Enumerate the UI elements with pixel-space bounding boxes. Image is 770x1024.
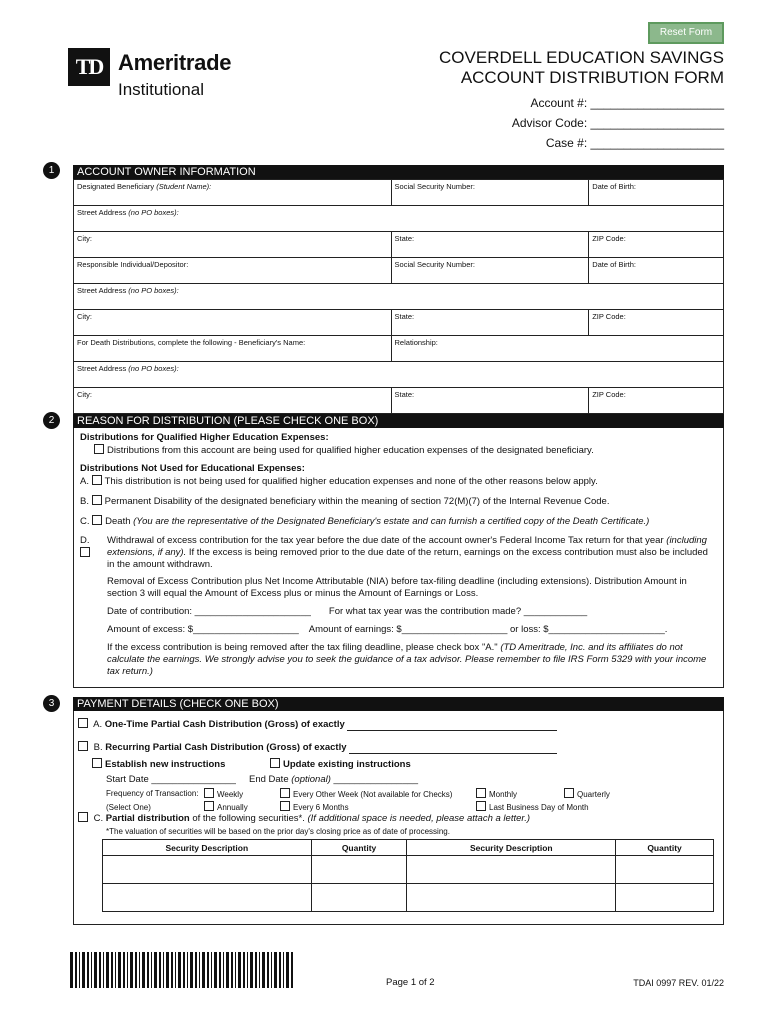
form-code: TDAI 0997 REV. 01/22	[633, 978, 724, 988]
payment-c-bold: Partial distribution	[105, 813, 190, 824]
annually-text: Annually	[217, 803, 248, 812]
section-3-header: PAYMENT DETAILS (CHECK ONE BOX)	[73, 697, 724, 711]
every-other-week-text: Every Other Week (Not available for Checks)	[293, 790, 453, 799]
depositor-state-field[interactable]: State:	[391, 310, 589, 336]
start-date-field[interactable]: Start Date ________________	[106, 774, 236, 785]
removal-text: Removal of Excess Contribution plus Net Income Attributable (NIA) before tax-filing deadline (including extensions). Distribution Amount in section 3 will equal the Amount of Excess plus or minus the Amount of Earnings or Loss.	[107, 576, 687, 599]
section-3-number: 3	[43, 695, 60, 712]
col-security-description-2: Security Description	[407, 840, 616, 856]
end-date-blank: ________________	[333, 774, 419, 785]
beneficiary-name-field[interactable]: Designated Beneficiary (Student Name):	[74, 180, 392, 206]
option-d-earnings: If the excess is being removed prior to the due date of the return, earnings on the excess contribution must also be included in the amount withdrawn.	[107, 547, 708, 570]
option-a-text: This distribution is not being used for qualified higher education expenses and none of the other reasons below apply.	[104, 476, 598, 487]
frequency-select-label: (Select One)	[106, 803, 151, 812]
freq-every-other-week	[280, 788, 452, 801]
security-desc-cell[interactable]	[103, 884, 312, 912]
depositor-ssn-field[interactable]: Social Security Number:	[391, 258, 589, 284]
quarterly-checkbox[interactable]	[564, 788, 574, 798]
last-business-day-checkbox[interactable]	[476, 801, 486, 811]
beneficiary-ssn-field[interactable]: Social Security Number:	[391, 180, 589, 206]
security-qty-cell[interactable]	[311, 856, 407, 884]
account-number-field[interactable]: Account #: ____________________	[530, 96, 724, 110]
case-number-field[interactable]: Case #: ____________________	[545, 136, 724, 150]
payment-b-amount-field[interactable]	[349, 744, 557, 754]
payment-c-text: of the following securities*.	[192, 813, 305, 824]
depositor-zip-field[interactable]: ZIP Code:	[589, 310, 724, 336]
option-b-checkbox[interactable]	[92, 495, 102, 505]
beneficiary-city-field[interactable]: City:	[74, 232, 392, 258]
title-line1: COVERDELL EDUCATION SAVINGS	[439, 48, 724, 67]
amount-earnings-field[interactable]: Amount of earnings: $____________________ or loss: $______________________.	[308, 624, 668, 635]
death-state-field[interactable]: State:	[391, 388, 589, 414]
freq-quarterly	[564, 788, 610, 801]
beneficiary-dob-field[interactable]: Date of Birth:	[589, 180, 724, 206]
quarterly-text: Quarterly	[577, 790, 610, 799]
advisor-code-field[interactable]: Advisor Code: ____________________	[511, 116, 724, 130]
every-other-week-checkbox[interactable]	[280, 788, 290, 798]
beneficiary-state-field[interactable]: State:	[391, 232, 589, 258]
payment-b-text: Recurring Partial Cash Distribution (Gross) of exactly	[105, 742, 347, 753]
option-a: A. This distribution is not being used for qualified higher education expenses and none of the other reasons below apply.	[80, 476, 598, 487]
last-business-day-text: Last Business Day of Month	[489, 803, 589, 812]
option-c-text: Death	[105, 516, 131, 527]
end-date-label: End Date	[249, 774, 289, 785]
payment-a-amount-field[interactable]	[347, 721, 557, 731]
payment-option-b	[78, 741, 557, 754]
qualified-option	[94, 444, 717, 457]
security-qty-cell[interactable]	[311, 884, 407, 912]
establish-checkbox[interactable]	[92, 758, 102, 768]
payment-c-letter: C.	[93, 813, 104, 824]
death-street-field[interactable]: Street Address (no PO boxes):	[74, 362, 724, 388]
establish-option	[92, 758, 225, 771]
page-number: Page 1 of 2	[386, 977, 435, 988]
section-1-number: 1	[43, 162, 60, 179]
payment-a-text: One-Time Partial Cash Distribution (Gross) of exactly	[104, 719, 345, 730]
barcode	[70, 952, 295, 988]
update-option	[270, 758, 411, 771]
section-2-header: REASON FOR DISTRIBUTION (PLEASE CHECK ONE BOX)	[73, 414, 724, 428]
security-qty-cell[interactable]	[616, 884, 714, 912]
freq-weekly	[204, 788, 243, 801]
col-security-description-1: Security Description	[103, 840, 312, 856]
end-date-optional: (optional)	[291, 774, 331, 785]
security-desc-cell[interactable]	[407, 884, 616, 912]
update-checkbox[interactable]	[270, 758, 280, 768]
end-date-field[interactable]	[249, 774, 418, 786]
logo-name: Ameritrade	[118, 50, 232, 75]
depositor-dob-field[interactable]: Date of Birth:	[589, 258, 724, 284]
section-2-number: 2	[43, 412, 60, 429]
every-6-months-text: Every 6 Months	[293, 803, 349, 812]
payment-c-checkbox[interactable]	[78, 812, 88, 822]
option-d-checkbox[interactable]	[80, 547, 90, 557]
securities-table	[102, 839, 714, 912]
option-c-note: (You are the representative of the Designated Beneficiary's estate and can furnish a certified copy of the Death Certificate.)	[133, 516, 650, 527]
reset-form-button[interactable]: Reset Form	[648, 22, 724, 44]
option-c: C. Death (You are the representative of the Designated Beneficiary's estate and can furnish a certified copy of the Death Certificate.)	[80, 516, 650, 527]
monthly-checkbox[interactable]	[476, 788, 486, 798]
excess-note-italic: (TD Ameritrade, Inc. and its affiliates do not calculate the earnings. We strongly advise you to seek the guidance of a tax advisor. Please remember to file IRS Form 5329 with your income tax return.)	[107, 642, 707, 677]
qualified-checkbox[interactable]	[94, 444, 104, 454]
depositor-city-field[interactable]: City:	[74, 310, 392, 336]
section-1-header: ACCOUNT OWNER INFORMATION	[73, 165, 724, 179]
option-b: B. Permanent Disability of the designated beneficiary within the meaning of section 72(M)(7) of the Internal Revenue Code.	[80, 496, 610, 507]
depositor-street-field[interactable]: Street Address (no PO boxes):	[74, 284, 724, 310]
option-d: D. Withdrawal of excess contribution for the tax year before the due date of the account owner's Federal Income Tax return for that year (including extensions, if any). If the excess is being removed prior to the due date of the return, earnings on the excess contribution must also be included in the amount withdrawn. Removal of Excess Contribution plus Net Income Attributable (NIA) before tax-filing deadline (including extensions). Distribution Amount in section 3 will equal the Amount of Excess plus or minus the Amount of Earnings or Loss. Date of contribution: ______________________ For what tax year was the contribution made? ____________ Amount of excess: $____________________ Amount of earnings: $____________________ or loss: $______________________. If the excess contribution is being removed after the tax filing deadline, please check box "A." (TD Ameritrade, Inc. and its affiliates do not calculate the earnings. We strongly advise you to seek the guidance of a tax advisor. Please remember to file IRS Form 5329 with your income tax return.)	[80, 535, 717, 678]
qualified-text: Distributions from this account are being used for qualified higher education expenses of the designated beneficiary.	[107, 445, 594, 456]
payment-option-a	[78, 718, 557, 731]
update-text: Update existing instructions	[283, 759, 411, 770]
security-desc-cell[interactable]	[407, 856, 616, 884]
section-3-body	[73, 711, 724, 925]
beneficiary-street-field[interactable]: Street Address (no PO boxes):	[74, 206, 724, 232]
qualified-heading: Distributions for Qualified Higher Education Expenses:	[80, 432, 329, 443]
weekly-text: Weekly	[217, 790, 244, 799]
depositor-name-field[interactable]: Responsible Individual/Depositor:	[74, 258, 392, 284]
account-owner-table	[73, 179, 724, 414]
option-b-text: Permanent Disability of the designated beneficiary within the meaning of section 72(M)(7) of the Internal Revenue Code.	[104, 496, 610, 507]
nonqual-heading: Distributions Not Used for Educational Expenses:	[80, 463, 305, 474]
payment-a-letter: A.	[93, 719, 103, 730]
tax-year-field[interactable]: For what tax year was the contribution made? ____________	[328, 606, 588, 617]
payment-c-italic: (If additional space is needed, please attach a letter.)	[307, 813, 530, 824]
form-title	[439, 48, 724, 88]
td-logo-mark: TD	[68, 48, 110, 86]
option-d-text: Withdrawal of excess contribution for the tax year before the due date of the account owner's Federal Income Tax return for that year	[107, 535, 664, 546]
death-zip-field[interactable]: ZIP Code:	[589, 388, 724, 414]
option-d-extensions: (including extensions, if any).	[107, 535, 707, 558]
payment-option-c	[78, 812, 530, 825]
payment-b-checkbox[interactable]	[78, 741, 88, 751]
col-quantity-2: Quantity	[616, 840, 714, 856]
death-city-field[interactable]: City:	[74, 388, 392, 414]
death-beneficiary-name-field[interactable]: For Death Distributions, complete the following - Beneficiary's Name:	[74, 336, 392, 362]
establish-text: Establish new instructions	[105, 759, 226, 770]
payment-a-checkbox[interactable]	[78, 718, 88, 728]
amount-excess-field[interactable]: Amount of excess: $____________________	[107, 624, 299, 635]
weekly-checkbox[interactable]	[204, 788, 214, 798]
section-2-body	[73, 428, 724, 688]
date-contribution-field[interactable]: Date of contribution: ______________________	[107, 606, 311, 617]
monthly-text: Monthly	[489, 790, 518, 799]
beneficiary-zip-field[interactable]: ZIP Code:	[589, 232, 724, 258]
excess-note	[107, 642, 717, 678]
option-c-checkbox[interactable]	[92, 515, 102, 525]
excess-note-text: If the excess contribution is being removed after the tax filing deadline, please check box "A."	[107, 642, 498, 653]
freq-monthly	[476, 788, 517, 801]
valuation-note: *The valuation of securities will be based on the prior day's closing price as of date of processing.	[106, 827, 450, 836]
frequency-label: Frequency of Transaction:	[106, 789, 199, 798]
payment-b-letter: B.	[93, 742, 103, 753]
logo-sub: Institutional	[118, 80, 204, 99]
security-qty-cell[interactable]	[616, 856, 714, 884]
relationship-field[interactable]: Relationship:	[391, 336, 723, 362]
security-desc-cell[interactable]	[103, 856, 312, 884]
annually-checkbox[interactable]	[204, 801, 214, 811]
title-line2: ACCOUNT DISTRIBUTION FORM	[460, 68, 724, 87]
option-a-checkbox[interactable]	[92, 475, 102, 485]
col-quantity-1: Quantity	[311, 840, 407, 856]
every-6-months-checkbox[interactable]	[280, 801, 290, 811]
